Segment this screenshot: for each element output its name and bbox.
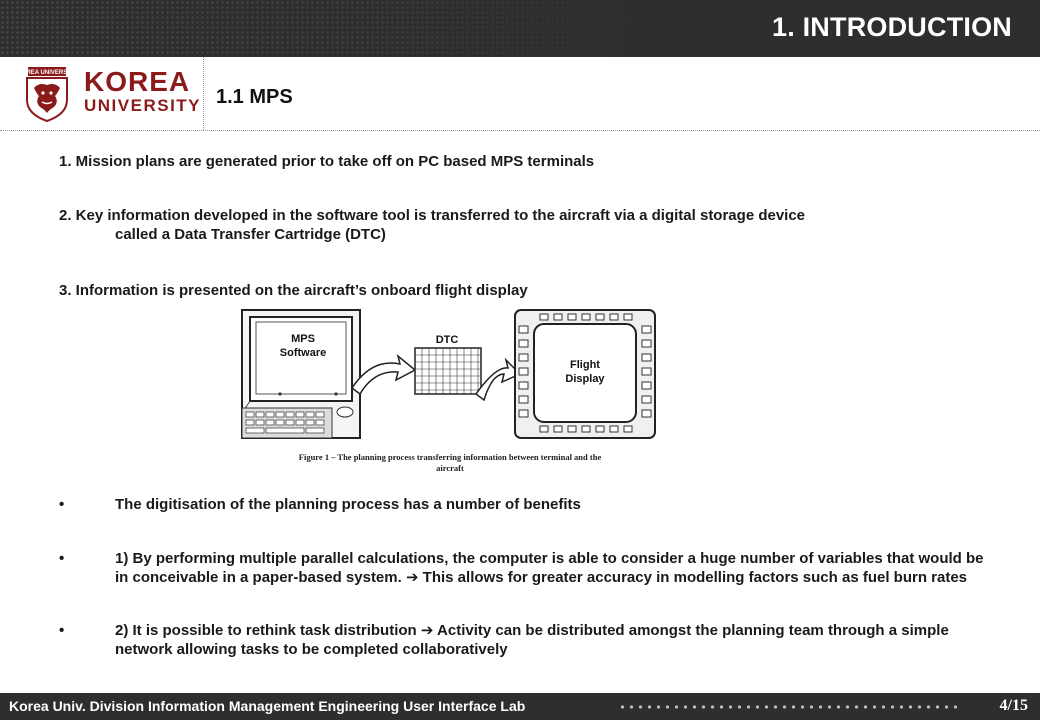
terminal-icon: [242, 310, 360, 438]
point-1: 1. Mission plans are generated prior to take off on PC based MPS terminals: [59, 153, 595, 170]
vertical-divider: [203, 57, 204, 130]
svg-text:Flight: Flight: [570, 359, 600, 371]
point-3: 3. Information is presented on the aircraft’s onboard flight display: [59, 282, 528, 299]
figure-planning-process: [240, 308, 660, 478]
svg-text:MPS: MPS: [291, 333, 315, 345]
page-number: 4/15: [999, 697, 1028, 714]
slide-subtitle: 1.1 MPS: [216, 86, 293, 108]
horizontal-divider: [0, 130, 1040, 131]
figure-caption: [240, 452, 660, 474]
figure-caption-line-2: aircraft: [436, 463, 464, 473]
dtc-icon: [415, 334, 481, 394]
arrow-to-dtc: [352, 356, 415, 394]
svg-text:KOREA UNIVERSITY: KOREA UNIVERSITY: [17, 70, 77, 77]
logo-text-korea: KOREA: [84, 66, 191, 97]
figure-caption-line-1: Figure 1 – The planning process transferring information between terminal and the: [298, 452, 602, 462]
section-title: 1. INTRODUCTION: [771, 12, 1012, 42]
flight-display-icon: [515, 310, 655, 438]
bullet-text: 2) It is possible to rethink task distribution ➔ Activity can be distributed amongst the planning team through a simple network allowing tasks to be completed collaboratively: [115, 622, 949, 658]
svg-text:Display: Display: [565, 373, 605, 385]
bullet-marker: •: [59, 622, 65, 639]
point-2-continuation: called a Data Transfer Cartridge (DTC): [115, 226, 386, 243]
logo-text-university: UNIVERSITY: [84, 96, 202, 115]
bullet-text: The digitisation of the planning process has a number of benefits: [115, 496, 581, 513]
footer-bar: [0, 693, 1040, 720]
planning-process-diagram: [240, 308, 660, 450]
footer-dot-separator: [618, 705, 958, 709]
bullet-marker: •: [59, 496, 65, 513]
svg-text:DTC: DTC: [435, 334, 459, 346]
bullet-text: 1) By performing multiple parallel calculations, the computer is able to consider a huge number of variables that would be in conceivable in a paper-based system. ➔ This allows for greater accuracy in modelling factors such as fuel burn rates: [115, 550, 984, 586]
arrow-to-display: [476, 360, 520, 400]
point-2-text: 2. Key information developed in the software tool is transferred to the aircraft via a digital storage device: [59, 207, 806, 224]
university-logo: [17, 66, 202, 122]
header-bar: [0, 0, 1040, 57]
bullet-marker: •: [59, 550, 65, 567]
crest-icon: [17, 66, 77, 122]
footer-lab-name: Korea Univ. Division Information Management Engineering User Interface Lab: [9, 698, 526, 714]
svg-text:Software: Software: [279, 347, 327, 359]
point-2: [59, 206, 805, 244]
